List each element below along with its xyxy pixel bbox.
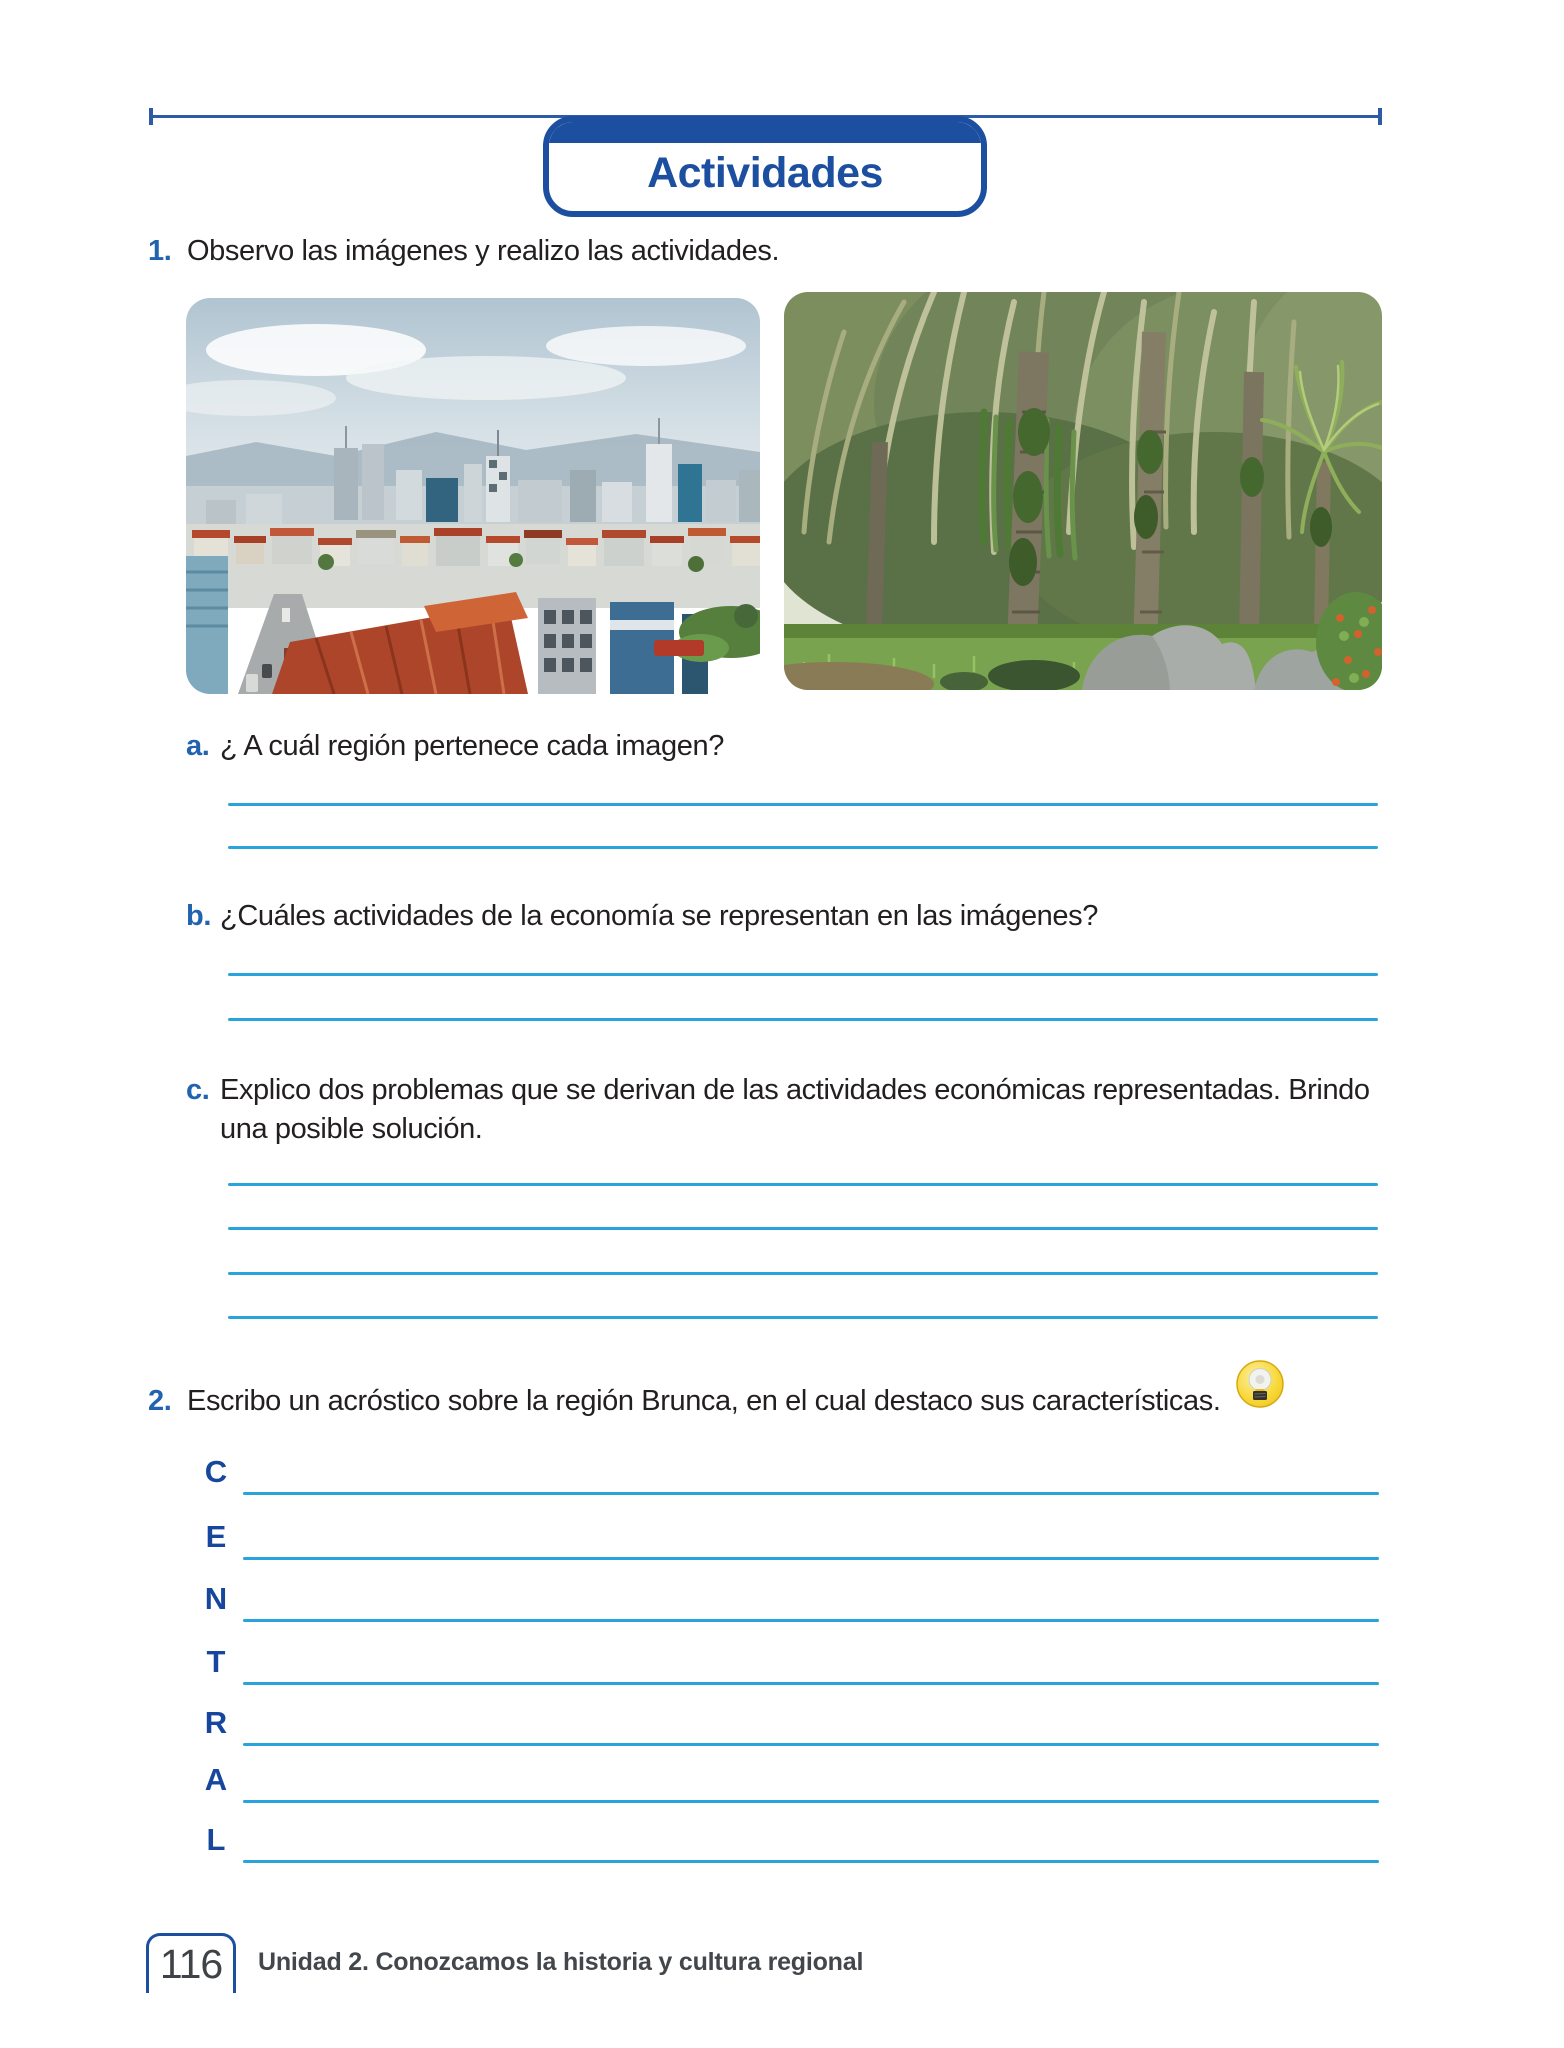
activity2-instruction-row xyxy=(148,1382,1528,1421)
question-a-row xyxy=(186,727,1386,766)
answer-line[interactable] xyxy=(228,1183,1378,1186)
lightbulb-icon xyxy=(1236,1360,1284,1408)
answer-line[interactable] xyxy=(228,973,1378,976)
question-b-row xyxy=(186,897,1386,936)
acrostic-answer-line[interactable] xyxy=(243,1557,1379,1560)
answer-line[interactable] xyxy=(228,1018,1378,1021)
page-number: 116 xyxy=(159,1941,223,1987)
acrostic-letter: T xyxy=(206,1644,226,1679)
acrostic-answer-line[interactable] xyxy=(243,1800,1379,1803)
acrostic-letter: L xyxy=(206,1822,226,1857)
acrostic-answer-line[interactable] xyxy=(243,1619,1379,1622)
question-c-marker: c. xyxy=(186,1074,210,1106)
acrostic-answer-line[interactable] xyxy=(243,1743,1379,1746)
acrostic-answer-line[interactable] xyxy=(243,1682,1379,1685)
question-c-row xyxy=(186,1071,1400,1149)
city-skyline-photo xyxy=(186,298,760,694)
acrostic-letter: A xyxy=(204,1762,228,1797)
question-c-text: Explico dos problemas que se derivan de las actividades económicas representadas. Brindo una posible solución. xyxy=(220,1074,1370,1145)
acrostic-answer-line[interactable] xyxy=(243,1860,1379,1863)
answer-line[interactable] xyxy=(228,846,1378,849)
activity1-instruction: Observo las imágenes y realizo las actividades. xyxy=(187,235,780,267)
question-b-text: ¿Cuáles actividades de la economía se representan en las imágenes? xyxy=(220,900,1098,932)
answer-line[interactable] xyxy=(228,1227,1378,1230)
acrostic-letter: N xyxy=(204,1581,228,1616)
answer-line[interactable] xyxy=(228,803,1378,806)
activities-title-banner xyxy=(543,116,987,217)
answer-line[interactable] xyxy=(228,1272,1378,1275)
footer-unit-label: Unidad 2. Conozcamos la historia y cultura regional xyxy=(258,1948,864,1976)
question-a-text: ¿ A cuál región pertenece cada imagen? xyxy=(220,730,724,762)
acrostic-letter: E xyxy=(205,1519,227,1554)
activity2-number: 2. xyxy=(148,1385,172,1417)
question-b-marker: b. xyxy=(186,900,211,932)
page-number-box xyxy=(146,1933,236,1993)
activity1-number: 1. xyxy=(148,235,172,267)
acrostic-answer-line[interactable] xyxy=(243,1492,1379,1495)
answer-line[interactable] xyxy=(228,1316,1378,1319)
acrostic-letter: R xyxy=(204,1705,228,1740)
acrostic-letter: C xyxy=(204,1454,228,1489)
question-a-marker: a. xyxy=(186,730,210,762)
activity2-instruction: Escribo un acróstico sobre la región Brunca, en el cual destaco sus características. xyxy=(187,1385,1221,1417)
palm-plantation-photo xyxy=(784,292,1382,690)
activity1-instruction-row xyxy=(148,232,1408,271)
page-title: Actividades xyxy=(647,149,883,197)
